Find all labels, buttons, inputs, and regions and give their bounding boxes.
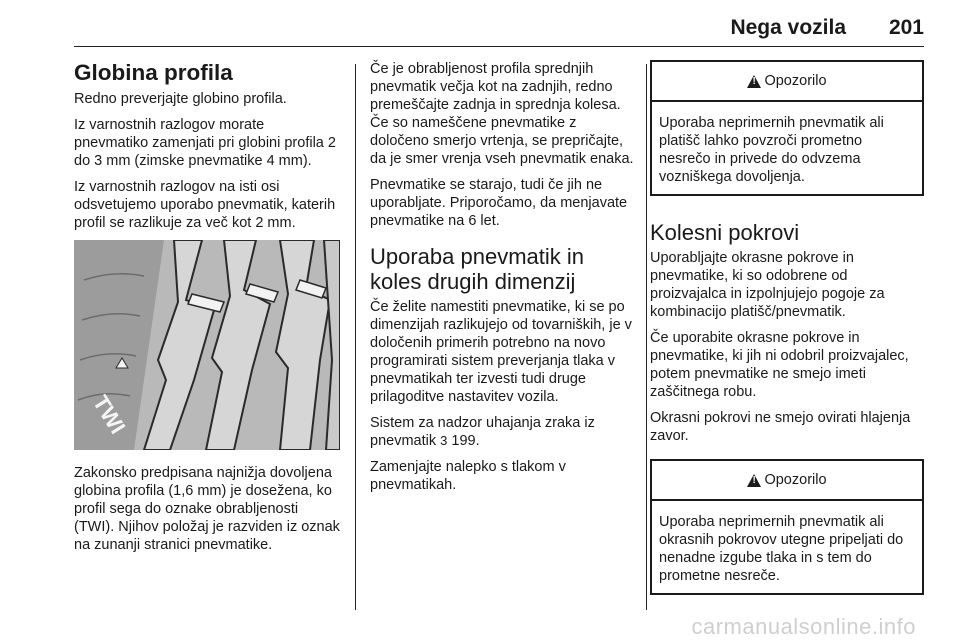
section-heading-tread-depth: Globina profila [74,60,233,85]
warning-box [650,459,924,595]
warning-text: Uporaba neprimernih pnevmatik ali platišč lahko povzroči prometno nesrečo in privede do odvzema vozniškega dovoljenja. [659,115,884,185]
twi-label: TWI [87,390,131,439]
paragraph: Pnevmatike se starajo, tudi če jih ne uporabljate. Priporočamo, da menjavate pnevmatike na 6 let. [370,177,628,229]
paragraph: Iz varnostnih razlogov morate pnevmatiko zamenjati pri globini profila 2 do 3 mm (zimske pnevmatike 4 mm). [74,117,336,169]
warning-header [652,461,922,501]
column-divider-2 [646,64,647,610]
paragraph: Iz varnostnih razlogov na isti osi odsvetujemo uporabo pnevmatik, katerih profil se razlikuje za več kot 2 mm. [74,179,336,231]
section-heading-tire-dimensions: Uporaba pnevmatik in koles drugih dimenzij [370,244,585,294]
warning-body [652,102,922,194]
warning-title: Opozorilo [764,73,827,89]
paragraph: Redno preverjajte globino profila. [74,91,287,107]
paragraph: Zamenjajte nalepko s tlakom v pnevmatikah. [370,459,566,493]
paragraph: Če uporabite okrasne pokrove in pnevmatike, ki jih ni odobril proizvajalec, potem pnevmatike ne smejo imeti zaščitnega robu. [650,330,909,400]
chapter-title: Nega vozila [730,16,846,39]
warning-box [650,60,924,196]
warning-text: Uporaba neprimernih pnevmatik ali okrasnih pokrovov utegne pripeljati do nenadne izgube tlaka in s tem do prometne nesreče. [659,514,904,584]
page-header [74,0,924,48]
paragraph: Če želite namestiti pnevmatike, ki se po dimenzijah razlikujejo od tovarniških, je v določenih primerih potrebno na novo programirati sistem preverjanja tlaka v pnevmatikah ter izvesti tudi druge prilagoditve nastavitev vozila. [370,299,632,405]
warning-body [652,501,922,593]
section-heading-wheel-covers: Kolesni pokrovi [650,220,800,245]
warning-triangle-icon [747,75,761,88]
paragraph: Če je obrabljenost profila sprednjih pnevmatik večja kot na zadnjih, redno premeščajte zadnja in sprednja kolesa. Če so nameščene pnevmatike z določeno smerjo vrtenja, se prepričajte, da je smer vrenja vseh pnevmatik enaka. [370,61,634,167]
watermark: carmanualsonline.info [691,614,916,639]
column-2 [370,60,634,502]
warning-title: Opozorilo [764,472,827,488]
warning-triangle-icon [747,474,761,487]
column-1 [74,60,342,562]
paragraph: Uporabljajte okrasne pokrove in pnevmatike, ki so odobrene od proizvajalca in izpolnjujejo pogoje za kombinacijo platišč/pnevmatik. [650,250,885,320]
paragraph-with-reference [370,414,634,450]
warning-header [652,62,922,102]
page-reference-arrow-icon: 3 [440,433,448,448]
page-number: 201 [888,16,924,39]
reference-text: Sistem za nadzor uhajanja zraka iz pnevmatik [370,415,595,449]
column-3 [650,60,924,595]
column-divider-1 [355,64,356,610]
paragraph: Okrasni pokrovi ne smejo ovirati hlajenja zavor. [650,410,911,444]
header-rule [74,46,924,47]
page-reference-link[interactable]: 199. [451,433,480,449]
paragraph: Zakonsko predpisana najnižja dovoljena globina profila (1,6 mm) je dosežena, ko profil sega do oznake obrabljenosti (TWI). Njihov položaj je razviden iz oznak na zunanji stranici pnevmatike. [74,465,340,553]
tire-tread-illustration [74,240,340,450]
